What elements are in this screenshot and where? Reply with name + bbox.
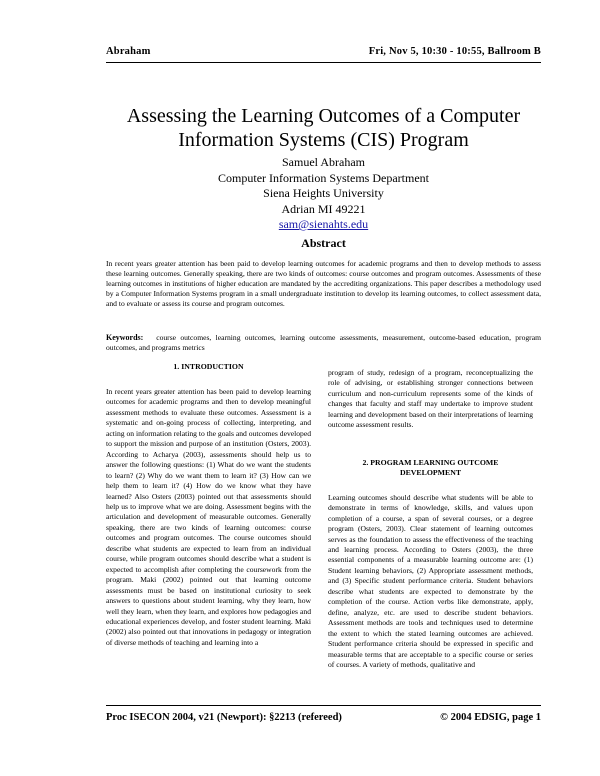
title-line-2: Information Systems (CIS) Program [178, 129, 469, 151]
abstract-heading: Abstract [301, 236, 346, 250]
section-2-heading [328, 458, 533, 478]
author-department: Computer Information Systems Department [218, 170, 429, 185]
author-location: Adrian MI 49221 [281, 201, 366, 216]
footer-rule [106, 705, 541, 706]
author-name: Samuel Abraham [282, 155, 365, 169]
footer-copyright: © 2004 EDSIG, page 1 [440, 712, 541, 723]
section-1-text: In recent years greater attention has been paid to develop learning outcomes for academic programs and then to develop meaningful assessment methods to evaluate these outcomes. Assessment is a systematic and on-going process of collecting, interpreting, and acting on information relating to the goals and outcomes developed to support the mission and purpose of an institution (Osters, 2003). According to Acharya (2003), assessments should help us to answer the following questions: (1) What do we want the students to learn? (2) Why do we want them to learn it? (3) How can we help them to learn it? (4) How do we know what they have learned? Also Osters (2003) pointed out that assessments should help us to improve what we are doing. Assessment begins with the articulation and development of measurable outcomes. Generally speaking, there are two kinds of learning outcomes: course outcomes and program outcomes. The course outcomes should describe what students are expected to learn from an individual course, while program outcomes should describe what a student is expected to accomplish after completing the coursework from the program. Maki (2002) pointed out that learning outcome assessments must be based on institutional curiosity to seek answers to questions about student learning, why they learn, how well they learn, when they learn, and explores how pedagogies and educational experiences develop, and foster student learning. Maki (2002) also pointed out that innovations in pedagogy or integration of diverse methods of teaching and learning into a [106, 387, 311, 647]
header-session: Fri, Nov 5, 10:30 - 10:55, Ballroom B [368, 46, 541, 57]
section-2-heading-line-2: DEVELOPMENT [399, 467, 462, 477]
section-1-heading: 1. INTRODUCTION [173, 362, 244, 371]
author-email-link[interactable]: sam@sienahts.edu [278, 217, 369, 231]
title-line-1: Assessing the Learning Outcomes of a Computer [126, 105, 521, 127]
header-rule [106, 62, 541, 63]
abstract-text: In recent years greater attention has been paid to develop learning outcomes for academic programs and then to develop methods to assess these learning outcomes. Generally speaking, there are two kinds of outcomes: course outcomes and program outcomes. Assessments of these learning outcomes in institutions of higher education are mandated by the accrediting organizations. This paper describes a methodology used by a Computer Information Systems program in a small undergraduate institution to develop its learning outcomes, to collect assessment data, and to evaluate or assess its course and program outcomes. [106, 259, 541, 308]
section-2-text: Learning outcomes should describe what students will be able to demonstrate in terms of knowledge, skills, and values upon completion of a course, a span of several courses, or a degree program (Osters, 2003). Clear statement of learning outcomes serves as the foundation to assess the effectiveness of the teaching and learning process. According to Osters (2003), the three essential components of a measurable learning outcome are: (1) Student learning behaviors, (2) Appropriate assessment methods, and (3) Specific student performance criteria. Student behaviors describe what students are expected to demonstrate by the completion of the course. Action verbs like demonstrate, apply, define, analyze, etc. are used to describe student behaviors. Assessment methods are tools and techniques used to determine the extent to which the stated learning outcomes are achieved. Student performance criteria should be expressed in specific and measurable terms that are acceptable to a specific course or series of courses. A variety of methods, qualitative and [328, 492, 533, 669]
keywords-text: course outcomes, learning outcomes, learning outcome assessments, measurement, outcome-based education, program outcomes, and programs metrics [106, 333, 541, 352]
section-2-heading-line-1: 2. PROGRAM LEARNING OUTCOME [362, 457, 499, 467]
page-footer [106, 712, 541, 728]
author-institution: Siena Heights University [263, 186, 384, 200]
left-column [106, 362, 311, 648]
section-1-continuation: program of study, redesign of a program, reconceptualizing the role of advising, or establishing stronger connections between curriculum and non-curriculum represents some of the kinds of changes that faculty and staff may undertake to improve student learning and development based on their interpretations of learning outcome assessment results. [328, 368, 533, 430]
keywords [106, 333, 541, 353]
right-column [328, 368, 533, 670]
author-block [106, 155, 541, 233]
paper-title [106, 104, 541, 152]
keywords-label: Keywords: [106, 333, 144, 342]
running-header [106, 46, 541, 62]
footer-citation: Proc ISECON 2004, v21 (Newport): §2213 (refereed) [106, 712, 342, 723]
header-author: Abraham [106, 46, 151, 57]
